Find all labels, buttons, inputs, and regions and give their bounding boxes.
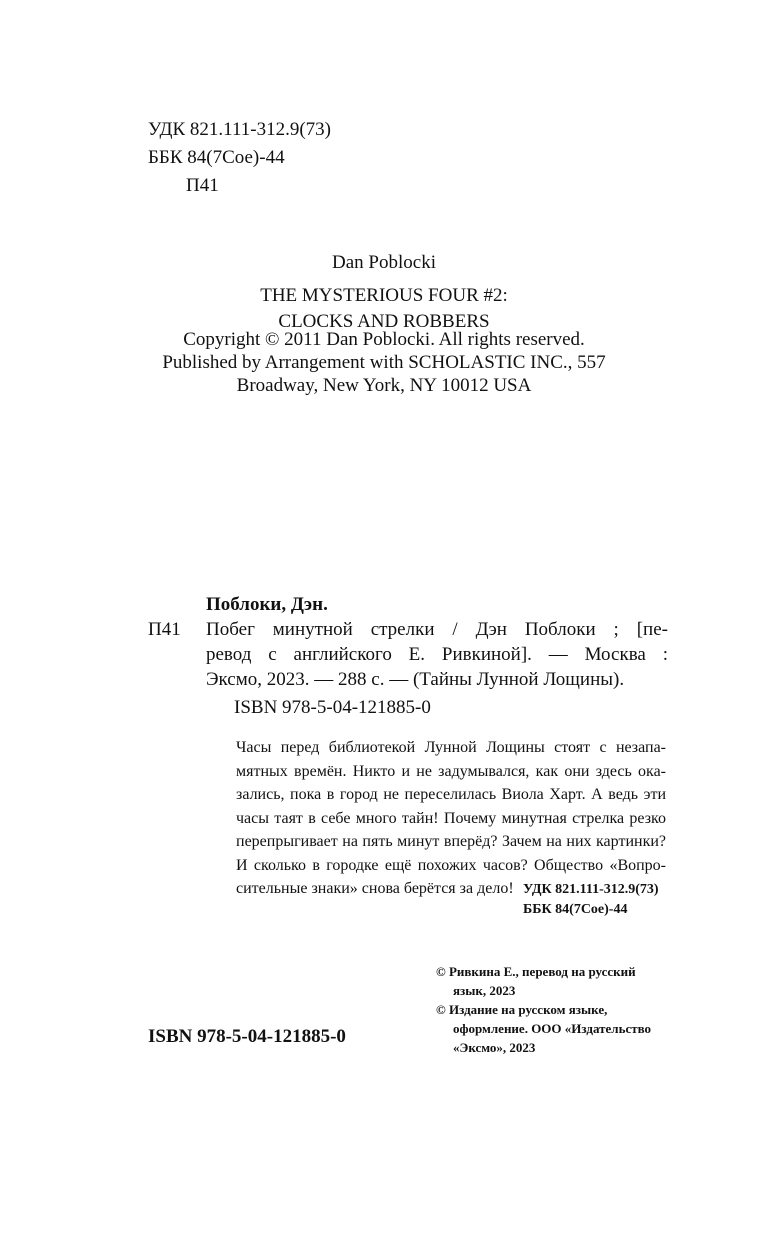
translation-copyright-line2: язык, 2023: [453, 983, 516, 998]
edition-copyright-line1: © Издание на русском языке,: [436, 1002, 608, 1017]
isbn-bottom: ISBN 978-5-04-121885-0: [148, 1026, 346, 1047]
annotation-line1: Часы перед библиотекой Лунной Лощины стоят с незапа-: [236, 739, 666, 756]
annotation: [236, 736, 666, 901]
biblio-line3: Эксмо, 2023. — 288 с. — (Тайны Лунной Лощины).: [206, 669, 625, 690]
author-heading: Поблоки, Дэн.: [206, 594, 328, 615]
isbn-record: ISBN 978-5-04-121885-0: [234, 697, 431, 718]
edition-copyright-line2: оформление. ООО «Издательство: [453, 1021, 652, 1036]
original-author: Dan Poblocki: [332, 252, 436, 273]
annotation-bbk: ББК 84(7Сое)-44: [523, 902, 628, 917]
annotation-line2: мятных времён. Никто и не задумывался, как они здесь ока-: [236, 762, 666, 780]
copyright-line3: Broadway, New York, NY 10012 USA: [236, 375, 532, 396]
biblio-line2: ревод с английского Е. Ривкиной]. — Москва :: [206, 644, 668, 665]
original-title-line1: THE MYSTERIOUS FOUR #2:: [260, 285, 508, 306]
biblio-line1: Побег минутной стрелки / Дэн Поблоки ; [пе-: [206, 619, 668, 640]
annotation-line5: перепрыгивает на пять минут вперёд? Зачем на них картинки?: [236, 833, 666, 850]
copyright-line2: Published by Arrangement with SCHOLASTIC INC., 557: [162, 352, 606, 373]
bibliographic-record: [148, 592, 668, 692]
original-title-line2: CLOCKS AND ROBBERS: [278, 311, 490, 332]
annotation-line4: часы таят в себе много тайн! Почему минутная стрелка резко: [236, 809, 666, 827]
copyright-russian: [436, 962, 651, 1057]
annotation-codes: [523, 880, 659, 920]
biblio-author-mark: П41: [148, 619, 181, 640]
annotation-line6: И сколько в городке ещё похожих часов? Общество «Вопро-: [236, 856, 666, 874]
translation-copyright-line1: © Ривкина Е., перевод на русский: [436, 964, 636, 979]
classification-codes: [148, 116, 331, 200]
annotation-udk: УДК 821.111-312.9(73): [523, 882, 659, 897]
author-mark: П41: [186, 175, 219, 196]
bbk-code: ББК 84(7Сое)-44: [148, 147, 285, 168]
annotation-line7: сительные знаки» снова берётся за дело!: [236, 880, 514, 897]
annotation-line3: зались, пока в город не переселилась Виола Харт. А ведь эти: [236, 786, 666, 803]
udk-code: УДК 821.111-312.9(73): [148, 119, 331, 140]
copyright-notice: [0, 328, 768, 397]
edition-copyright-line3: «Эксмо», 2023: [453, 1040, 536, 1055]
biblio-row: [148, 617, 668, 642]
copyright-line1: Copyright © 2011 Dan Poblocki. All rights reserved.: [183, 329, 585, 350]
